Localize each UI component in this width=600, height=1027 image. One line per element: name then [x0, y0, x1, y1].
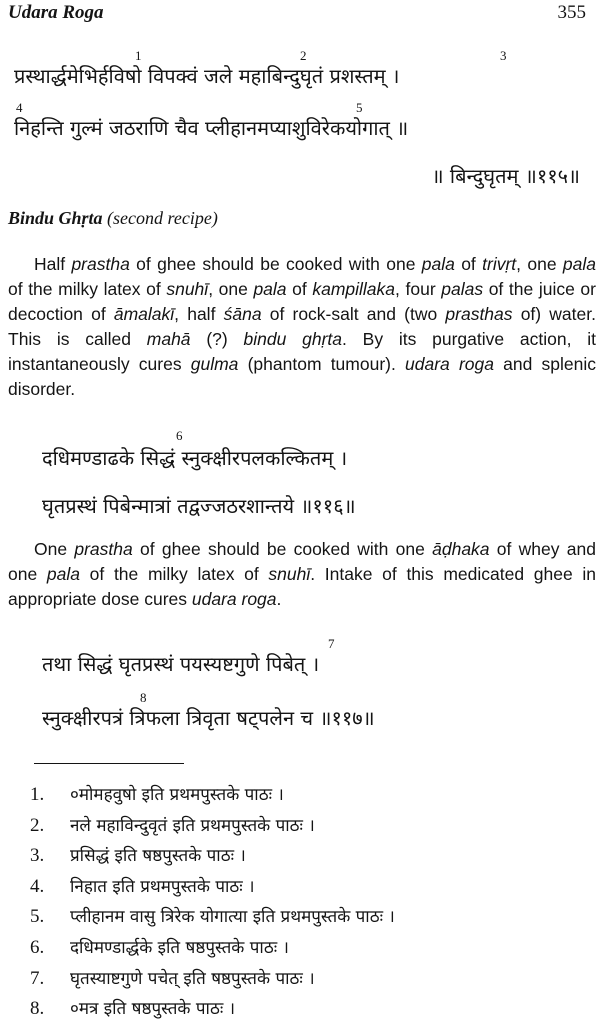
- verse-117-line-2: स्नुक्क्षीरपत्रं त्रिफला त्रिवृता षट्पलेन च ॥११७॥: [42, 706, 375, 730]
- footnote-item: 1. ०मोमहवुषो इति प्रथमपुस्तके पाठः ।: [30, 784, 284, 805]
- footnote-marker: 7: [328, 636, 335, 651]
- verse-115-colophon: ॥ बिन्दुघृतम् ॥११५॥: [431, 164, 580, 188]
- verse-116-line-1: दधिमण्डाढके सिद्धं स्नुक्क्षीरपलकल्कितम् ।: [42, 446, 348, 470]
- footnote-item: 5. प्लीहानम वासु त्रिरेक योगात्या इति प्रथमपुस्तके पाठः ।: [30, 906, 395, 928]
- verse-117-line-1: तथा सिद्धं घृतप्रस्थं पयस्यष्टगुणे पिबेत् ।: [42, 652, 320, 676]
- section-heading-sub: (second recipe): [107, 208, 218, 228]
- footnote-item: 3. प्रसिद्धं इति षष्ठपुस्तके पाठः ।: [30, 845, 246, 867]
- verse-116-line-2: घृतप्रस्थं पिबेन्मात्रां तद्वज्जठरशान्तये ॥११६॥: [42, 494, 356, 518]
- footnote-marker: 3: [500, 48, 507, 63]
- running-head-title: Udara Roga: [8, 2, 104, 23]
- footnote-item: 8. ०मत्र इति षष्ठपुस्तके पाठः ।: [30, 998, 236, 1020]
- footnote-marker: 2: [300, 48, 307, 63]
- footnote-marker: 4: [16, 100, 23, 115]
- section-heading-main: Bindu Ghṛta: [8, 208, 103, 228]
- footnote-marker: 8: [140, 690, 147, 705]
- footnote-divider: [34, 763, 184, 764]
- verse-115-line-1: प्रस्थार्द्धमेभिर्हविषो विपक्वं जले महाबिन्दुघृतं प्रशस्तम् ।: [14, 64, 400, 88]
- section-heading: [8, 208, 218, 229]
- footnotes: [30, 782, 395, 1027]
- footnote-item: 4. निहात इति प्रथमपुस्तके पाठः ।: [30, 875, 255, 897]
- verse-115-line-2: निहन्ति गुल्मं जठराणि चैव प्लीहानमप्याशुविरेकयोगात् ॥: [14, 116, 409, 140]
- footnote-marker: 1: [135, 48, 142, 63]
- footnote-marker: 6: [176, 428, 183, 443]
- footnote-marker: 5: [356, 100, 363, 115]
- footnote-item: 6. दधिमण्डार्द्धके इति षष्ठपुस्तके पाठः ।: [30, 936, 289, 958]
- footnote-item: 7. घृतस्याष्टगुणे पचेत् इति षष्ठपुस्तके पाठः ।: [30, 967, 315, 989]
- footnote-item: 2. नले महाविन्दुवृतं इति प्रथमपुस्तके पाठः ।: [30, 814, 315, 836]
- translation-paragraph-1: Half prastha of ghee should be cooked with one pala of trivṛt, one pala of the milky latex of snuhī, one pala of kampillaka, four palas of the juice or decoction of āmalakī, half śāna of rock-salt and (two prasthas of) water. This is called mahā (?) bindu ghṛta. By its purgative action, it instantaneously cures gulma (phantom tumour). udara roga and splenic disorder.: [8, 254, 596, 399]
- running-head: [8, 2, 586, 26]
- translation-paragraph-2: One prastha of ghee should be cooked with one āḍhaka of whey and one pala of the milky latex of snuhī. Intake of this medicated ghee in appropriate dose cures udara roga.: [8, 539, 597, 609]
- page-number: 355: [557, 2, 586, 23]
